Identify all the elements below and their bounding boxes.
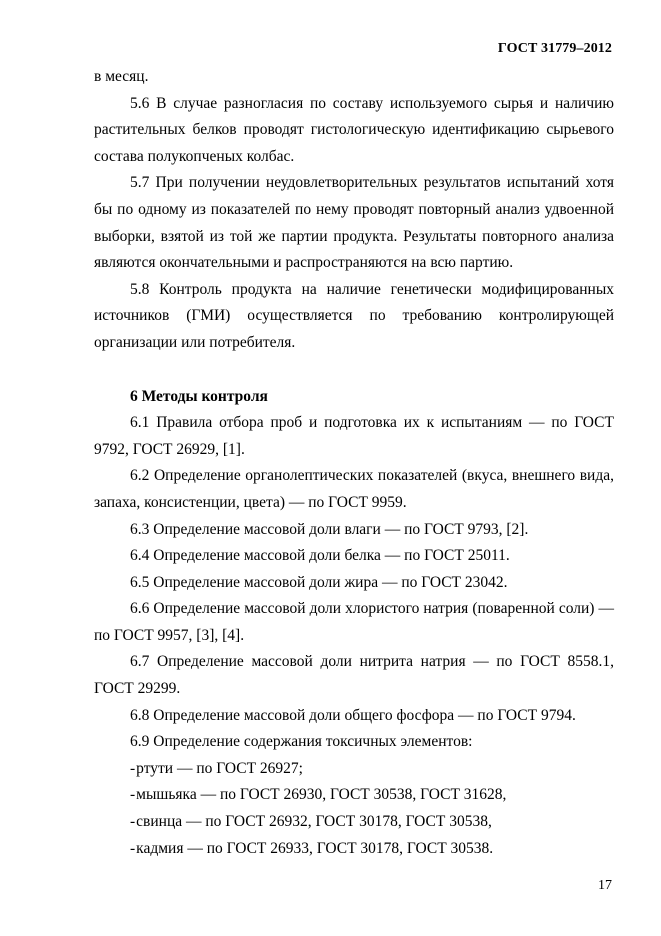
section-title: 6 Методы контроля (130, 387, 268, 405)
paragraph-5-8: 5.8 Контроль продукта на наличие генетически модифицированных источников (ГМИ) осуществляется по требованию контролирующей организации или потребителя. (94, 280, 614, 351)
paragraph-6-6: 6.6 Определение массовой доли хлористого натрия (поваренной соли) — по ГОСТ 9957, [3], [4]. (94, 600, 614, 644)
paragraph-6-8: 6.8 Определение массовой доли общего фосфора — по ГОСТ 9794. (130, 706, 576, 724)
list-item (94, 756, 614, 783)
paragraph-6-3: 6.3 Определение массовой доли влаги — по ГОСТ 9793, [2]. (130, 520, 529, 538)
section-spacer (94, 357, 614, 384)
paragraph-6-2: 6.2 Определение органолептических показателей (вкуса, внешнего вида, запаха, консистенции, цвета) — по ГОСТ 9959. (94, 467, 614, 511)
standard-code-header: ГОСТ 31779–2012 (497, 41, 612, 56)
paragraph-6-5: 6.5 Определение массовой доли жира — по ГОСТ 23042. (130, 573, 508, 591)
paragraph-5-6: 5.6 В случае разногласия по составу используемого сырья и наличию растительных белков проводят гистологическую идентификацию сырьевого состава полукопченых колбас. (94, 94, 614, 165)
paragraph-6-9: 6.9 Определение содержания токсичных элементов: (130, 733, 473, 751)
paragraph-5-7: 5.7 При получении неудовлетворительных результатов испытаний хотя бы по одному из показателей по нему проводят повторный анализ удвоенной выборки, взятой из той же партии продукта. Результаты повторного анализа являются окончательными и распространяются на всю партию. (94, 174, 614, 272)
paragraph-6-7: 6.7 Определение массовой доли нитрита натрия — по ГОСТ 8558.1, ГОСТ 29299. (94, 653, 614, 698)
paragraph-continuation: в месяц. (94, 68, 149, 85)
list-item-text: ртути — по ГОСТ 26927; (136, 759, 303, 777)
list-item (94, 809, 614, 836)
page-number: 17 (598, 878, 612, 893)
paragraph-6-4: 6.4 Определение массовой доли белка — по ГОСТ 25011. (130, 547, 510, 565)
list-item-text: кадмия — по ГОСТ 26933, ГОСТ 30178, ГОСТ 30538. (136, 839, 494, 857)
paragraph-6-1: 6.1 Правила отбора проб и подготовка их к испытаниям — по ГОСТ 9792, ГОСТ 26929, [1]. (94, 414, 614, 458)
list-item (94, 782, 614, 809)
list-item (94, 836, 614, 863)
dash-marker: - (130, 813, 136, 831)
dash-marker: - (130, 759, 136, 777)
list-item-text: свинца — по ГОСТ 26932, ГОСТ 30178, ГОСТ 30538, (136, 813, 492, 831)
dash-marker: - (130, 839, 136, 857)
list-item-text: мышьяка — по ГОСТ 26930, ГОСТ 30538, ГОСТ 31628, (136, 786, 507, 804)
dash-marker: - (130, 786, 136, 804)
page-content (94, 64, 614, 862)
